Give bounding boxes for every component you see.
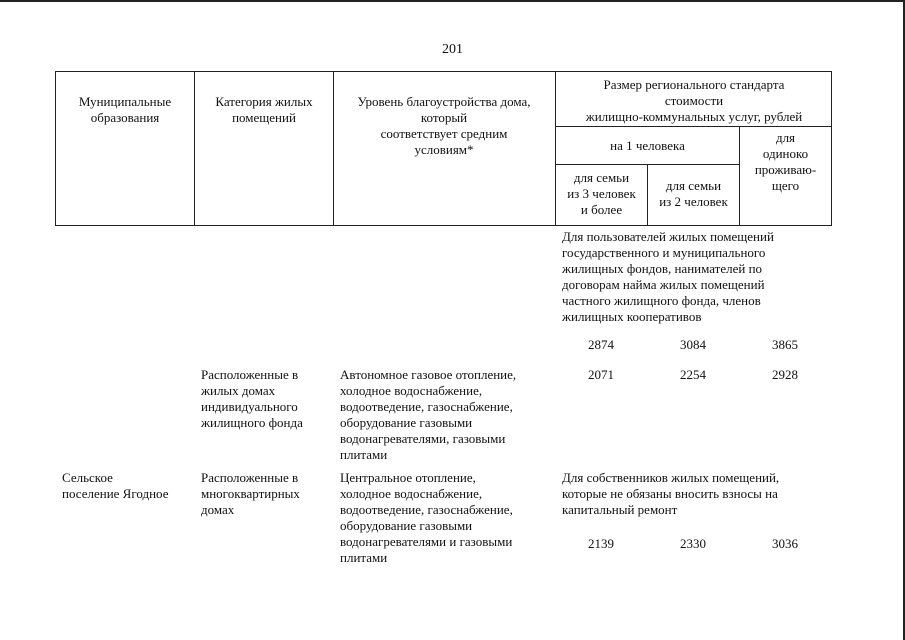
- header-category: Категория жилых помещений: [215, 94, 313, 125]
- value-owners-family3: 2139: [588, 536, 614, 551]
- header-level: Уровень благоустройства дома, который соответствует средним условиям*: [357, 94, 531, 157]
- header-municipality: Муниципальные образования: [78, 94, 172, 125]
- category-individual-houses: Расположенные в жилых домах индивидуального жилищного фонда: [201, 367, 303, 430]
- header-family-2: для семьи из 2 человек: [659, 178, 728, 209]
- level-individual-houses: Автономное газовое отопление, холодное водоснабжение, водоотведение, газоснабжение, оборудование газовыми водонагревателями, газовыми плитами: [340, 367, 517, 462]
- header-standard-size: Размер регионального стандарта стоимости жилищно-коммунальных услуг, рублей: [585, 77, 803, 124]
- level-apartment-buildings: Центральное отопление, холодное водоснабжение, водоотведение, газоснабжение, оборудование газовыми водонагревателями и газовыми плитами: [340, 470, 513, 565]
- value-individual-family2: 2254: [680, 367, 706, 382]
- value-tenants-single: 3865: [772, 337, 798, 352]
- section-owners-label: Для собственников жилых помещений, которые не обязаны вносить взносы на капитальный ремонт: [562, 470, 780, 517]
- value-individual-family3: 2071: [588, 367, 614, 382]
- value-owners-family2: 2330: [680, 536, 706, 551]
- municipality-yagodnoe: Сельское поселение Ягодное: [62, 470, 169, 501]
- page-number: 201: [442, 42, 463, 57]
- value-owners-single: 3036: [772, 536, 798, 551]
- scan-top-edge: [0, 0, 905, 2]
- value-tenants-family2: 3084: [680, 337, 706, 352]
- section-tenants-label: Для пользователей жилых помещений государственного и муниципального жилищных фондов, нанимателей по договорам найма жилых помещений частного жилищного фонда, членов жилищных кооперативов: [562, 229, 774, 324]
- header-family-3plus: для семьи из 3 человек и более: [567, 170, 636, 217]
- header-single-resident: для одиноко проживаю- щего: [754, 130, 817, 193]
- category-apartment-buildings: Расположенные в многоквартирных домах: [201, 470, 300, 517]
- value-tenants-family3: 2874: [588, 337, 614, 352]
- value-individual-single: 2928: [772, 367, 798, 382]
- header-per-person: на 1 человека: [610, 138, 685, 153]
